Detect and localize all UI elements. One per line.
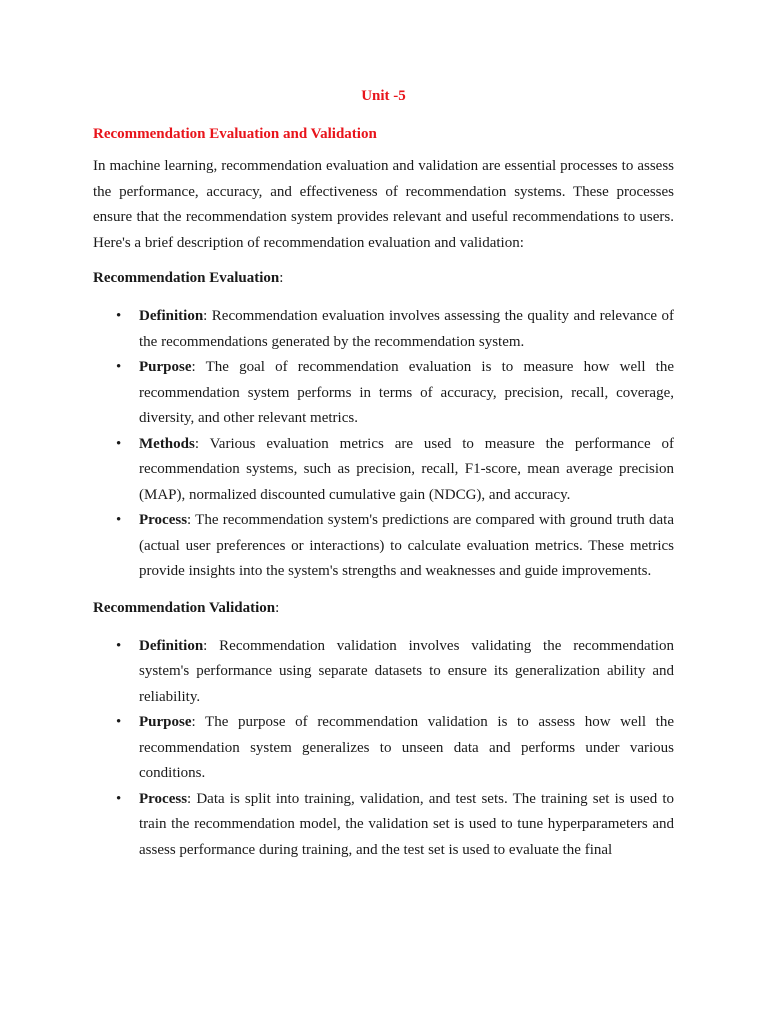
evaluation-list	[93, 304, 674, 585]
item-text: : Recommendation validation involves validating the recommendation system's performance using separate datasets to ensure its generalization ability and reliability.	[139, 637, 674, 705]
item-term: Process	[139, 512, 188, 528]
validation-item-purpose	[93, 710, 674, 787]
item-term: Purpose	[139, 359, 192, 375]
validation-item-process	[93, 787, 674, 864]
section-title: Recommendation Evaluation and Validation	[93, 126, 377, 142]
evaluation-item-purpose	[93, 355, 674, 432]
bullet-icon: •	[116, 435, 122, 452]
evaluation-item-methods	[93, 432, 674, 509]
bullet-icon: •	[116, 790, 122, 807]
validation-heading-text: Recommendation Validation	[93, 599, 276, 616]
item-term: Definition	[139, 308, 204, 324]
evaluation-item-definition	[93, 304, 674, 355]
unit-title: Unit -5	[361, 88, 406, 104]
item-term: Process	[139, 790, 188, 807]
bullet-icon: •	[116, 714, 122, 730]
item-term: Purpose	[139, 714, 192, 730]
item-term: Methods	[139, 435, 195, 452]
item-text: : Data is split into training, validation, and test sets. The training set is used to train the recommendation model, the validation set is used to tune hyperparameters and assess performance during training, and the test set is used to evaluate the final	[139, 790, 674, 858]
item-text: : The goal of recommendation evaluation is to measure how well the recommendation system performs in terms of accuracy, precision, recall, coverage, diversity, and other relevant metrics.	[139, 359, 674, 426]
bullet-icon: •	[116, 308, 122, 324]
intro-paragraph: In machine learning, recommendation evaluation and validation are essential processes to assess the performance, accuracy, and effectiveness of recommendation systems. These processes ensure that the recommendation system provides relevant and useful recommendations to users. Here's a brief description of recommendation evaluation and validation:	[93, 158, 674, 251]
evaluation-item-process	[93, 508, 674, 585]
item-text: : Various evaluation metrics are used to measure the performance of recommendation systems, such as precision, recall, F1-score, mean average precision (MAP), normalized discounted cumulative gain (NDCG), and accuracy.	[139, 435, 674, 503]
bullet-icon: •	[116, 637, 122, 654]
item-term: Definition	[139, 637, 204, 654]
evaluation-heading	[93, 266, 674, 290]
validation-item-definition	[93, 634, 674, 711]
bullet-icon: •	[116, 359, 122, 375]
validation-heading-colon: :	[275, 599, 280, 616]
evaluation-heading-text: Recommendation Evaluation	[93, 270, 280, 286]
validation-heading	[93, 596, 674, 620]
item-text: : The purpose of recommendation validation is to assess how well the recommendation system generalizes to unseen data and performs under various conditions.	[139, 714, 674, 781]
item-text: : Recommendation evaluation involves assessing the quality and relevance of the recommendations generated by the recommendation system.	[139, 308, 674, 350]
bullet-icon: •	[116, 512, 122, 528]
validation-list	[93, 634, 674, 864]
evaluation-heading-colon: :	[279, 270, 284, 286]
item-text: : The recommendation system's predictions are compared with ground truth data (actual user preferences or interactions) to calculate evaluation metrics. These metrics provide insights into the system's strengths and weaknesses and guide improvements.	[139, 512, 674, 579]
